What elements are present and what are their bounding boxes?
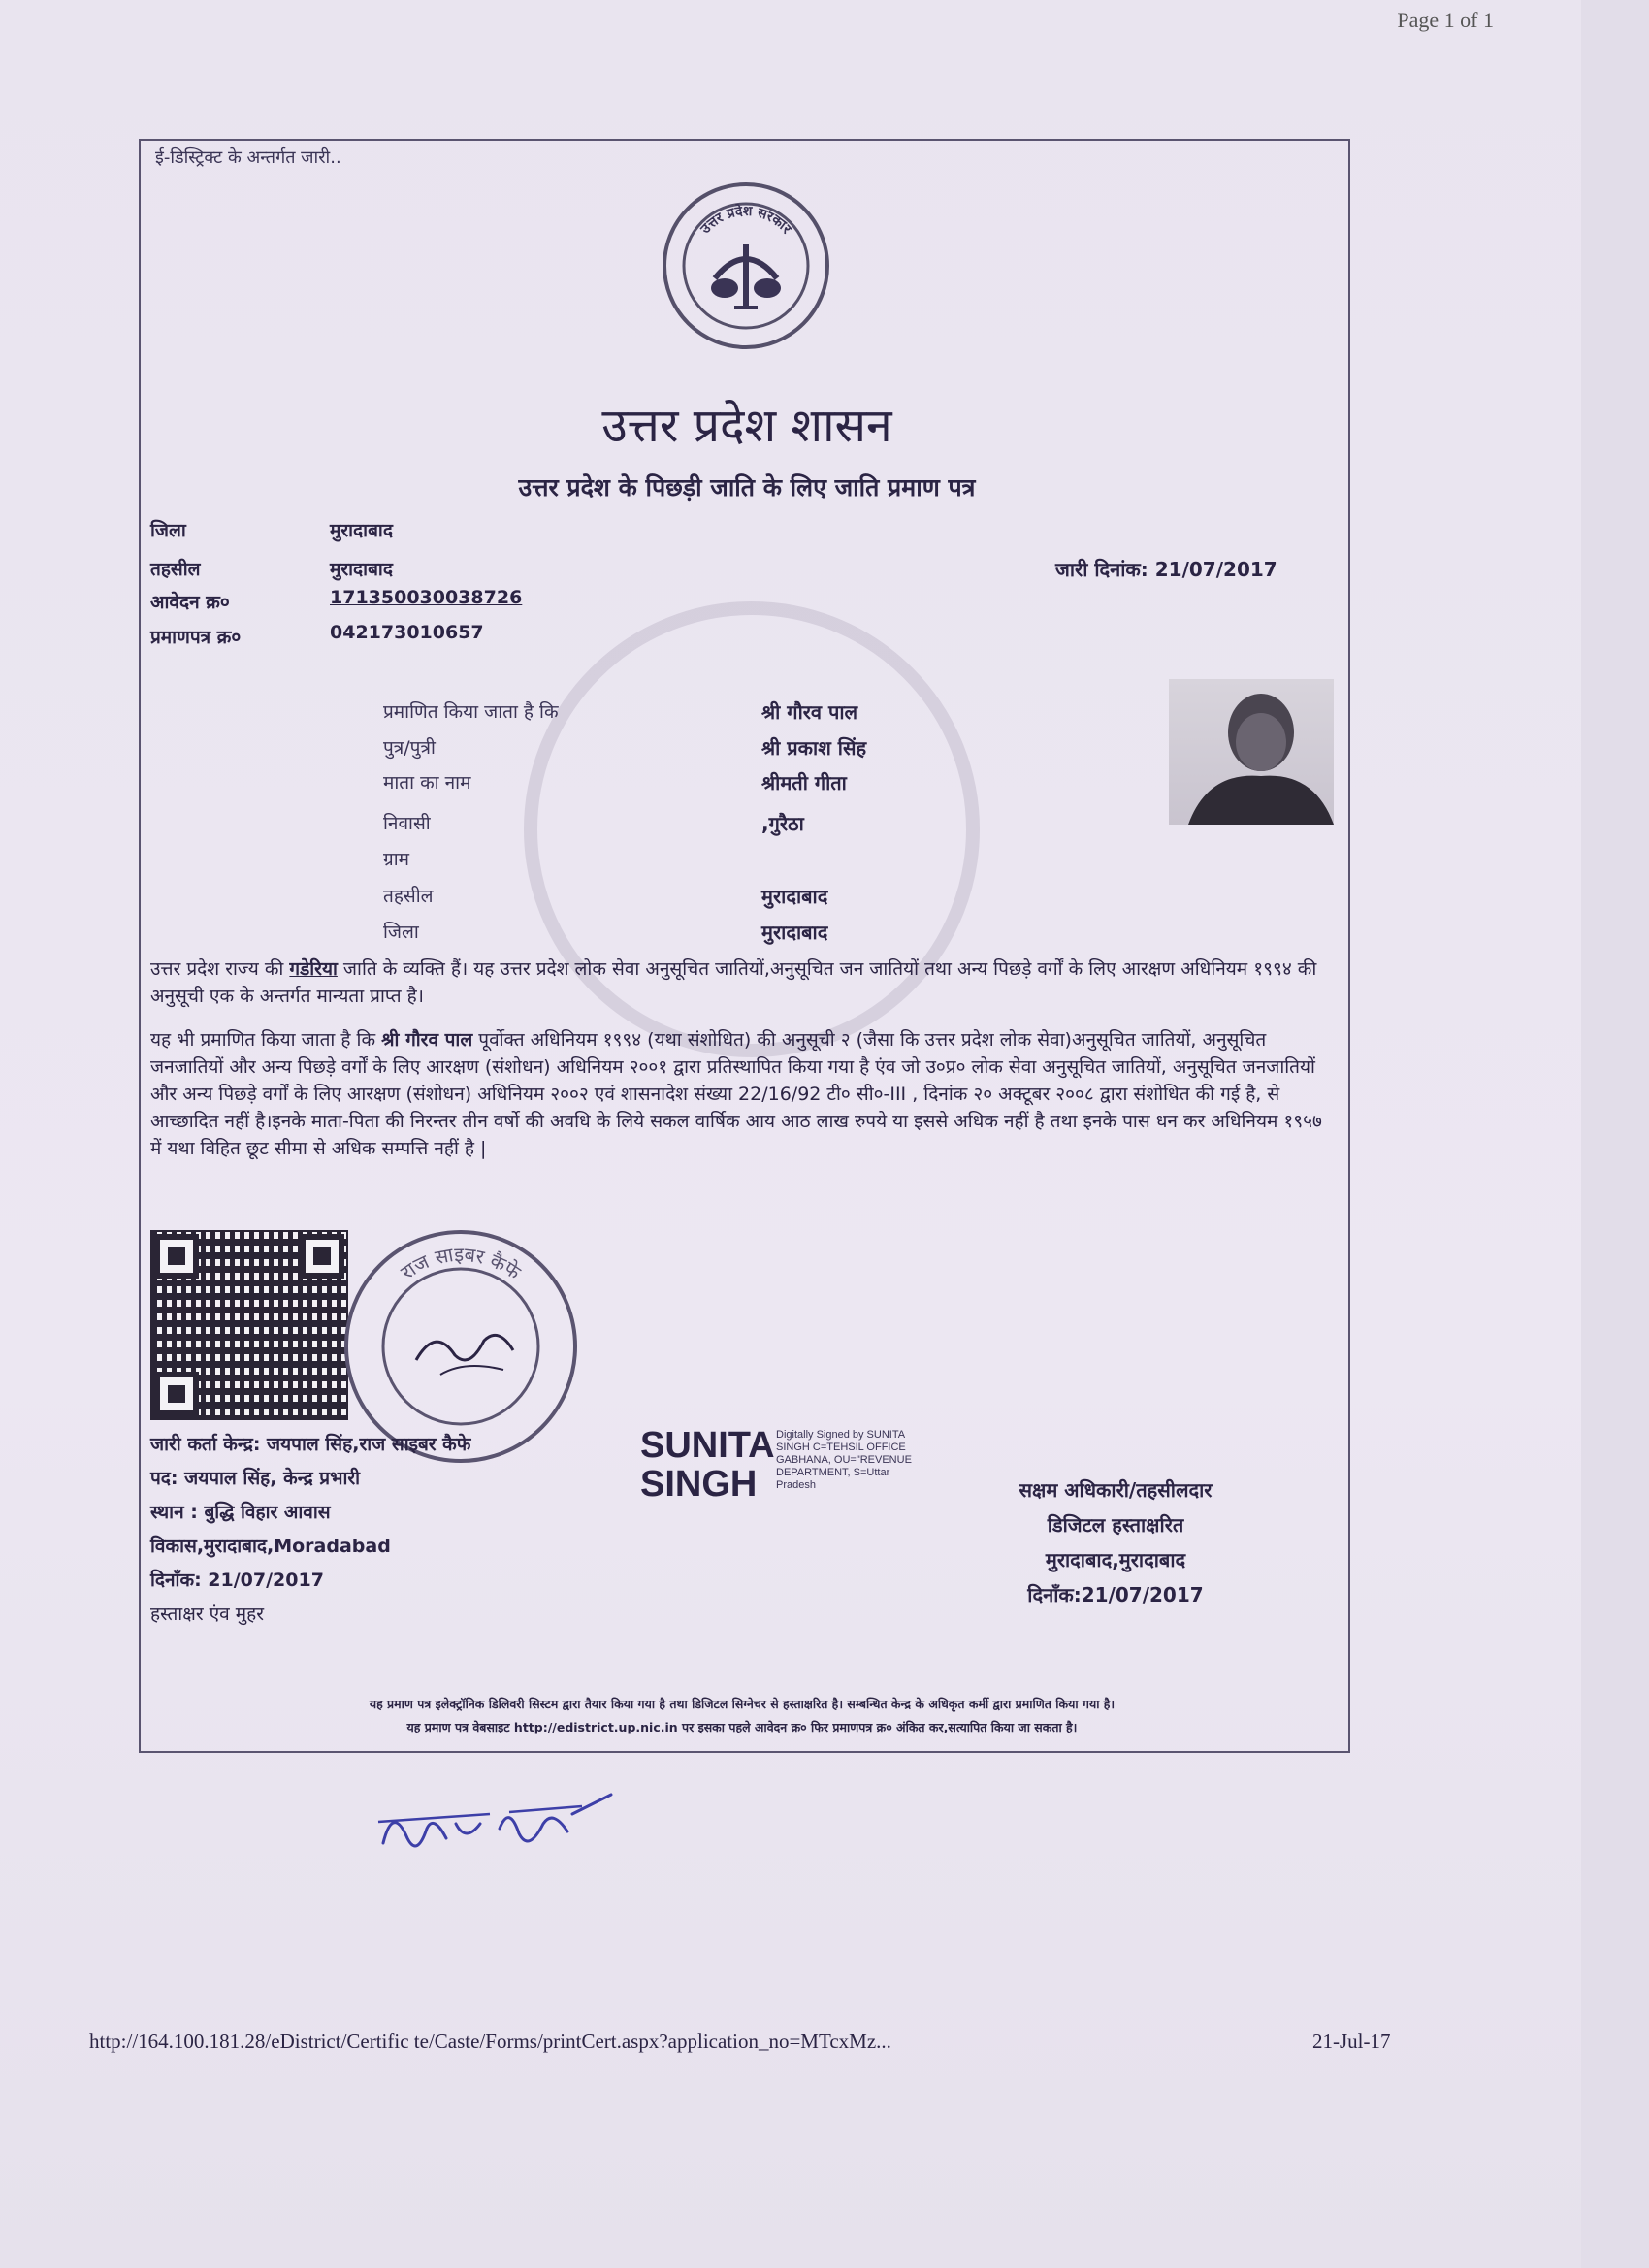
officer-signed: डिजिटल हस्ताक्षरित <box>1047 1513 1184 1537</box>
dsig-name-line1: SUNITA <box>640 1425 775 1466</box>
issuer-seal <box>344 1230 577 1463</box>
print-url: http://164.100.181.28/eDistrict/Certific te/Caste/Forms/printCert.aspx?application_no=MTcxMz... <box>89 2029 891 2053</box>
certificate-number-label: प्रमाणपत्र क्र० <box>150 627 242 648</box>
applicant-name: श्री गौरव पाल <box>761 700 858 724</box>
officer-place: मुरादाबाद,मुरादाबाद <box>1045 1548 1186 1571</box>
village-label: ग्राम <box>383 849 409 870</box>
svg-text:उत्तर प्रदेश सरकार <box>697 203 795 238</box>
father-name: श्री प्रकाश सिंह <box>761 736 867 760</box>
issue-date-label: जारी दिनांक: <box>1055 558 1148 581</box>
child-of-label: पुत्र/पुत्री <box>383 737 436 759</box>
seal-text: राज साइबर कैफे <box>396 1242 526 1284</box>
svg-text:राज साइबर कैफे <box>397 1243 526 1284</box>
application-label: आवेदन क्र० <box>150 592 230 613</box>
qr-code <box>150 1230 348 1420</box>
cert-para-text-a: यह भी प्रमाणित किया जाता है कि <box>150 1029 382 1051</box>
up-government-emblem <box>663 182 829 349</box>
officer-date: दिनाँक:21/07/2017 <box>1027 1583 1204 1606</box>
certificate-title: उत्तर प्रदेश के पिछड़ी जाति के लिए जाति प्रमाण पत्र <box>518 473 976 502</box>
detail-district-value: मुरादाबाद <box>761 921 828 944</box>
mother-name: श्रीमती गीता <box>761 771 847 794</box>
tehsil-value: मुरादाबाद <box>330 559 393 580</box>
certified-label: प्रमाणित किया जाता है कि <box>383 701 559 723</box>
issuer-post: पद: जयपाल सिंह, केन्द्र प्रभारी <box>150 1468 361 1489</box>
certificate-number: 042173010657 <box>330 622 484 643</box>
dsig-name-line2: SINGH <box>640 1464 758 1505</box>
digital-signature-name <box>640 1426 775 1504</box>
detail-tehsil-value: मुरादाबाद <box>761 885 828 908</box>
issuer-date: दिनाँक: 21/07/2017 <box>150 1570 324 1591</box>
application-number: 171350030038726 <box>330 587 523 608</box>
cert-para-name: श्री गौरव पाल <box>381 1029 473 1051</box>
caste-paragraph <box>150 956 1329 1010</box>
caste-para-text-b: जाति के व्यक्ति हैं। यह उत्तर प्रदेश लोक सेवा अनुसूचित जातियों,अनुसूचित जन जातियों तथा अन्य पिछड़े वर्गों के लिए आरक्षण अधिनियम १९९४ की अनुसूची एक के अन्तर्गत मान्यता प्राप्त है। <box>150 958 1317 1007</box>
detail-district-label: जिला <box>383 922 419 943</box>
scan-edge <box>1581 0 1649 2268</box>
resident-label: निवासी <box>383 813 431 834</box>
print-date: 21-Jul-17 <box>1312 2029 1391 2053</box>
issue-date <box>1055 556 1277 582</box>
tehsil-label: तहसील <box>150 559 201 580</box>
cert-para-text-b: पूर्वोक्त अधिनियम १९९४ (यथा संशोधित) की अनुसूची २ (जैसा कि उत्तर प्रदेश लोक सेवा)अनुसूचित जातियों, अनुसूचित जनजातियों और अन्य पिछड़े वर्गों के लिए आरक्षण (संशोधन) अधिनियम २००१ द्वारा प्रतिस्थापित किया गया है एंव जो उ०प्र० लोक सेवा अनुसूचित जातियों, अनुसूचित जनजातियों और अन्य पिछड़े वर्गों के लिए आरक्षण (संशोधन) अधिनियम २००२ एवं शासनादेश संख्या 22/16/92 टी० सी०-III , दिनांक २० अक्टूबर २००८ द्वारा संशोधित की गई है, से आच्छादित नहीं है।इनके माता-पिता की निरन्तर तीन वर्षो की अवधि के लिये सकल वार्षिक आय आठ लाख रुपये या इससे अधिक नहीं है तथा इनके पास धन कर अधिनियम १९५७ में यथा विहित छूट सीमा से अधिक सम्पत्ति नहीं है | <box>150 1029 1322 1159</box>
certification-paragraph <box>150 1026 1329 1162</box>
handwritten-signature <box>373 1785 626 1876</box>
district-value: मुरादाबाद <box>330 520 393 541</box>
qr-finder <box>154 1234 199 1279</box>
mother-label: माता का नाम <box>383 772 471 794</box>
issued-under-text: ई-डिस्ट्रिक्ट के अन्तर्गत जारी.. <box>155 147 341 168</box>
district-label: जिला <box>150 520 186 541</box>
qr-finder <box>154 1372 199 1416</box>
applicant-photo <box>1169 679 1334 825</box>
caste-name: गडेरिया <box>289 958 338 980</box>
government-title: उत्तर प्रदेश शासन <box>601 399 892 453</box>
detail-tehsil-label: तहसील <box>383 886 434 907</box>
footer-note-2: यह प्रमाण पत्र वेबसाइट http://edistrict.up.nic.in पर इसका पहले आवेदन क्र० फिर प्रमाणपत्र क्र० अंकित कर,सत्यापित किया जा सकता है। <box>406 1720 1078 1734</box>
officer-title: सक्षम अधिकारी/तहसीलदार <box>1018 1478 1212 1502</box>
qr-finder <box>300 1234 344 1279</box>
issuer-centre: जारी कर्ता केन्द्र: जयपाल सिंह,राज साइबर कैफे <box>150 1434 471 1455</box>
digital-signature-info: Digitally Signed by SUNITA SINGH C=TEHSIL OFFICE GABHANA, OU="REVENUE DEPARTMENT, S=Uttar Pradesh <box>776 1429 912 1491</box>
resident-value: ,गुरैठा <box>761 812 804 835</box>
footer-note-1: यह प्रमाण पत्र इलेक्ट्रॉनिक डिलिवरी सिस्टम द्वारा तैयार किया गया है तथा डिजिटल सिग्नेचर से हस्ताक्षरित है। सम्बन्धित केन्द्र के अधिकृत कर्मी द्वारा प्रमाणित किया गया है। <box>369 1697 1116 1711</box>
page-number: Page 1 of 1 <box>1397 8 1494 32</box>
caste-para-text-a: उत्तर प्रदेश राज्य की <box>150 958 290 980</box>
issue-date-value: 21/07/2017 <box>1154 558 1277 581</box>
sign-and-seal-label: हस्ताक्षर एंव मुहर <box>150 1604 264 1625</box>
emblem-text: उत्तर प्रदेश सरकार <box>697 203 794 238</box>
issuer-place: स्थान : बुद्धि विहार आवास <box>150 1502 331 1523</box>
issuer-place-2: विकास,मुरादाबाद,Moradabad <box>150 1536 391 1557</box>
